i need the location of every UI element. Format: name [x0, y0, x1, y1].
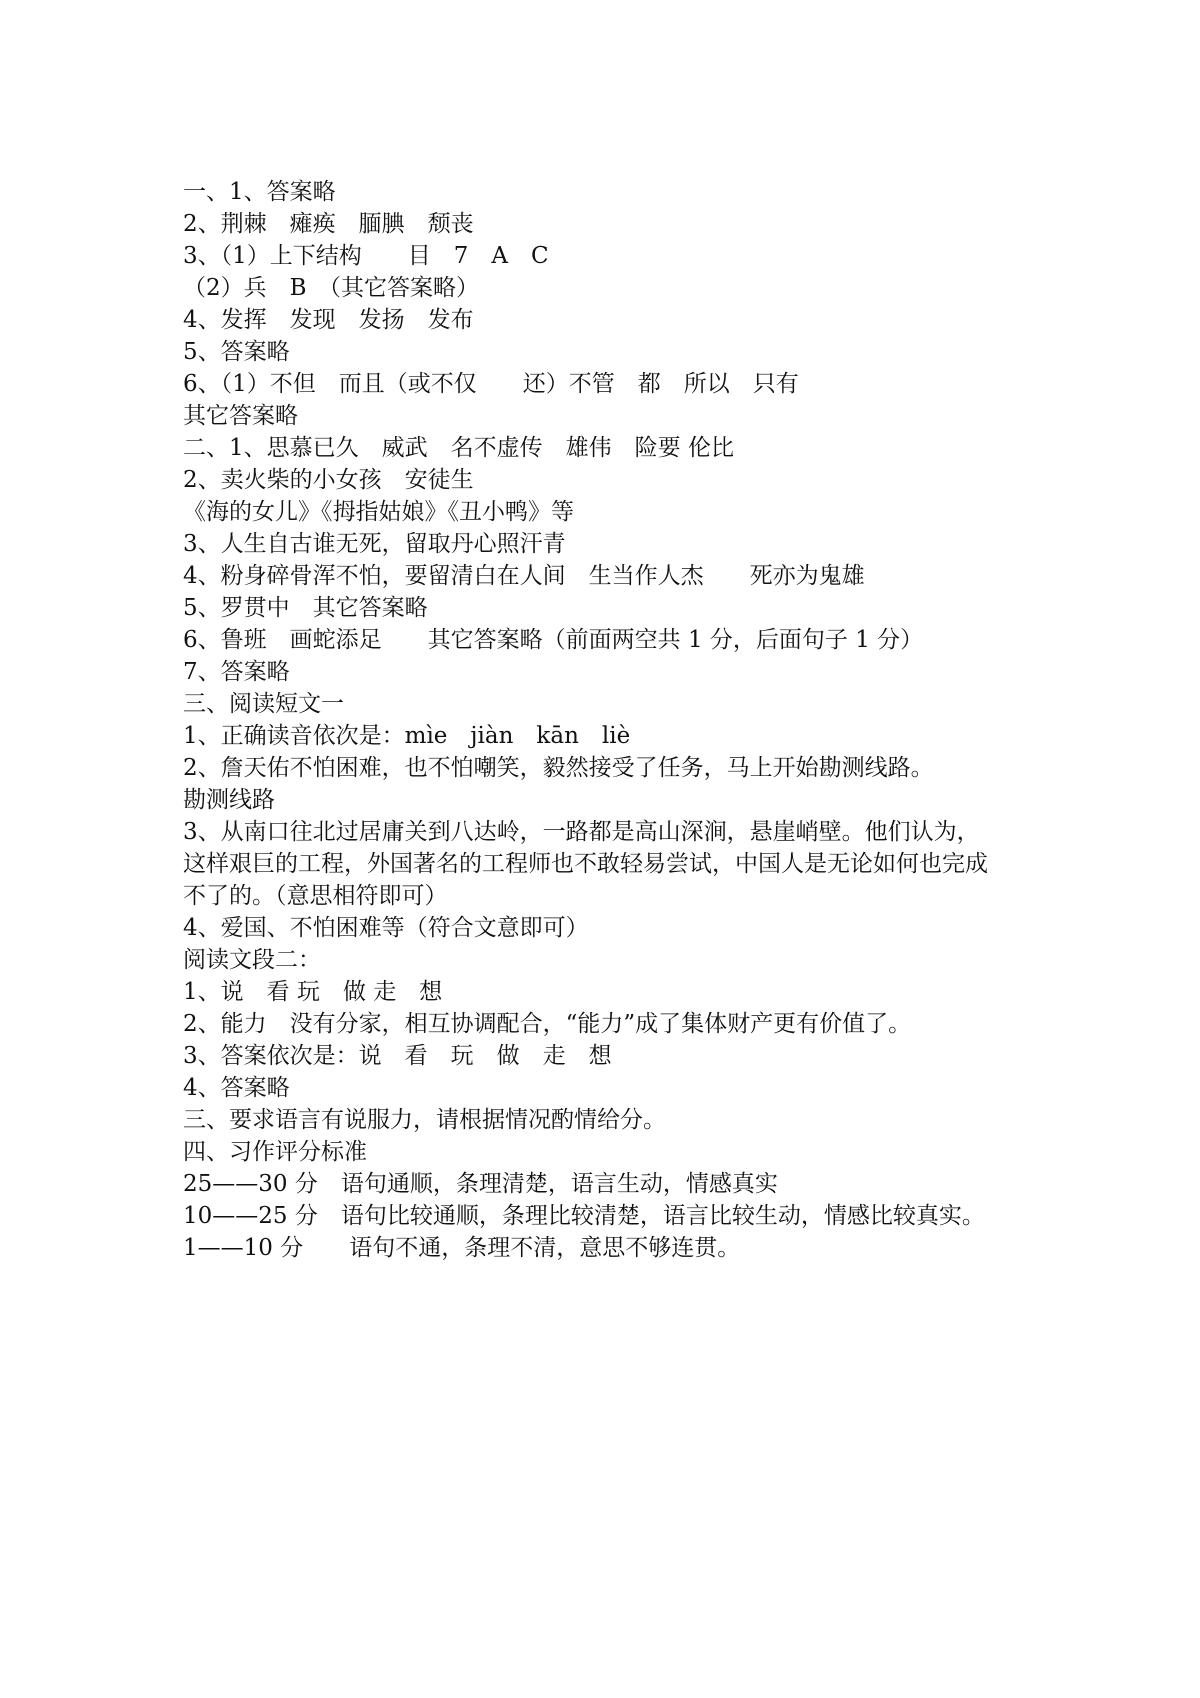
text-line: 5、答案略 — [183, 339, 290, 365]
text-line: 6、鲁班 画蛇添足 其它答案略（前面两空共 1 分，后面句子 1 分） — [183, 627, 924, 653]
text-line: 4、粉身碎骨浑不怕，要留清白在人间 生当作人杰 死亦为鬼雄 — [183, 563, 865, 589]
text-line: 不了的。（意思相符即可） — [183, 883, 448, 909]
text-line: 4、爱国、不怕困难等（符合文意即可） — [183, 915, 589, 941]
text-line: 1——10 分 语句不通，条理不清，意思不够连贯。 — [183, 1235, 741, 1261]
text-line: 一、1、答案略 — [183, 179, 336, 205]
text-line: 3、答案依次是：说 看 玩 做 走 想 — [183, 1043, 612, 1069]
text-line: 2、卖火柴的小女孩 安徒生 — [183, 467, 474, 493]
text-line: 3、人生自古谁无死，留取丹心照汗青 — [183, 531, 566, 557]
text-line: 7、答案略 — [183, 659, 290, 685]
text-line: 阅读文段二： — [183, 947, 321, 973]
text-line: 6、（1）不但 而且（或不仅 还）不管 都 所以 只有 — [183, 371, 799, 397]
text-line: 2、荆棘 瘫痪 腼腆 颓丧 — [183, 211, 474, 237]
text-line: 4、发挥 发现 发扬 发布 — [183, 307, 474, 333]
text-line: 这样艰巨的工程，外国著名的工程师也不敢轻易尝试，中国人是无论如何也完成 — [183, 851, 988, 877]
text-line: 勘测线路 — [183, 787, 275, 813]
text-line: 2、詹天佑不怕困难，也不怕嘲笑，毅然接受了任务，马上开始勘测线路。 — [183, 755, 934, 781]
answer-key-text — [183, 176, 1063, 1264]
text-line: 3、（1）上下结构 目 7 A C — [183, 243, 549, 269]
text-line: 其它答案略 — [183, 403, 298, 429]
text-line: 2、能力 没有分家，相互协调配合，“能力”成了集体财产更有价值了。 — [183, 1011, 912, 1037]
text-line: 三、要求语言有说服力，请根据情况酌情给分。 — [183, 1107, 666, 1133]
text-line: 4、答案略 — [183, 1075, 290, 1101]
text-line: 1、说 看 玩 做 走 想 — [183, 979, 443, 1005]
text-line: 25——30 分 语句通顺，条理清楚，语言生动，情感真实 — [183, 1171, 778, 1197]
text-line: 四、习作评分标准 — [183, 1139, 367, 1165]
text-line: 5、罗贯中 其它答案略 — [183, 595, 428, 621]
text-line: 3、从南口往北过居庸关到八达岭，一路都是高山深涧，悬崖峭壁。他们认为， — [183, 819, 980, 845]
text-line: 10——25 分 语句比较通顺，条理比较清楚，语言比较生动，情感比较真实。 — [183, 1203, 985, 1229]
text-line: 三、阅读短文一 — [183, 691, 344, 717]
text-line: 1、正确读音依次是：mìe jiàn kān liè — [183, 723, 631, 749]
text-line: 《海的女儿》《拇指姑娘》《丑小鸭》等 — [183, 499, 574, 525]
text-line: 二、1、思慕已久 威武 名不虚传 雄伟 险要 伦比 — [183, 435, 734, 461]
text-line: （2）兵 B （其它答案略） — [183, 275, 480, 301]
